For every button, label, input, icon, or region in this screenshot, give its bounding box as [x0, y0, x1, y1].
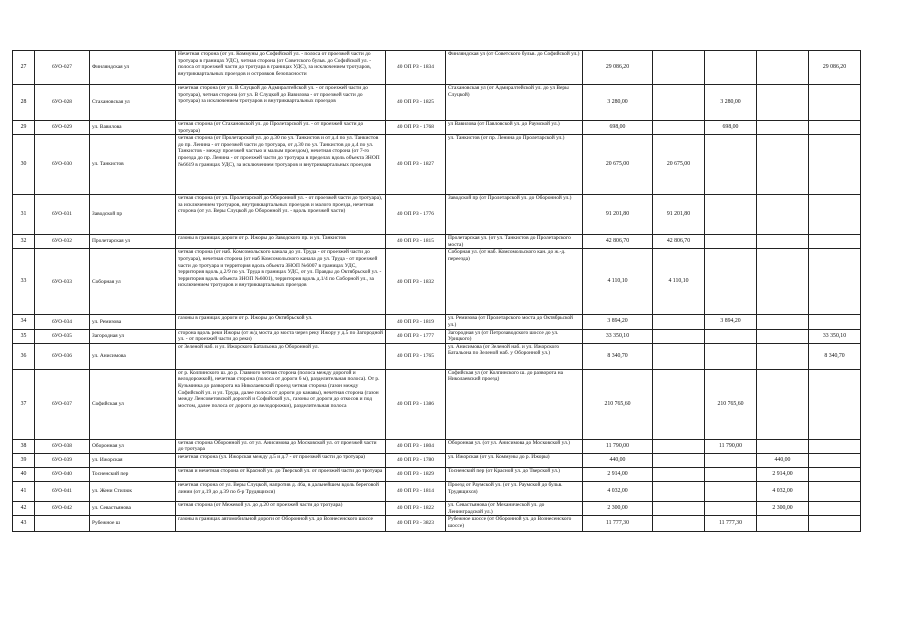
- zone-description: четная сторона (от Стахановской ул. до Пролетарской ул. - от проезжей части до тротуара): [176, 121, 386, 135]
- row-number: 28: [13, 85, 35, 121]
- object-code: 6УО-035: [35, 329, 90, 343]
- area-col-2: [705, 51, 757, 85]
- registry-number: 40 ОП РЗ - 1832: [386, 249, 446, 315]
- area-col-1: [653, 439, 705, 453]
- area-col-4: 33 350,10: [809, 329, 861, 343]
- zone-description: газоны в границах дороги от р. Ижоры до Октябрьской ул.: [176, 315, 386, 329]
- registry-number: 40 ОП РЗ - 1834: [386, 51, 446, 85]
- row-number: 40: [13, 467, 35, 481]
- area-col-1: [653, 467, 705, 481]
- street-name: Софийская ул: [90, 369, 176, 439]
- row-number: 29: [13, 121, 35, 135]
- row-number: 27: [13, 51, 35, 85]
- registry-number: 40 ОП РЗ - 1814: [386, 481, 446, 501]
- object-code: 6УО-040: [35, 467, 90, 481]
- area-col-1: [653, 315, 705, 329]
- area-col-3: [757, 343, 809, 369]
- area-col-3: [757, 135, 809, 195]
- object-code: 6УО-037: [35, 369, 90, 439]
- table-row: [13, 481, 861, 501]
- area-col-1: [653, 481, 705, 501]
- area-total: 698,00: [583, 121, 653, 135]
- road-full-name: Пролетарская ул. (от ул. Танкистов до Пролетарского моста): [446, 235, 583, 249]
- object-code: 6УО-039: [35, 453, 90, 467]
- road-full-name: Финляндская ул (от Советского бульв. до Софийской ул.): [446, 51, 583, 85]
- area-total: 210 765,60: [583, 369, 653, 439]
- street-name: Соборная ул: [90, 249, 176, 315]
- registry-number: 40 ОП РЗ - 1386: [386, 369, 446, 439]
- area-total: 11 790,00: [583, 439, 653, 453]
- street-name: Рубежное ш: [90, 516, 176, 532]
- zone-description: четная сторона Оборонной ул. от ул. Анисимова до Московской ул. от проезжей части до тротуара: [176, 439, 386, 453]
- object-code: 6УО-031: [35, 195, 90, 235]
- zone-description: газоны в границах дороги от р. Ижоры до Заводского пр. и ул. Танкистов: [176, 235, 386, 249]
- area-col-2: [705, 249, 757, 315]
- zone-description: четная и нечетная сторона от Красной ул. до Тверской ул. от проезжей части до тротуара: [176, 467, 386, 481]
- object-code: [35, 516, 90, 532]
- row-number: 42: [13, 501, 35, 515]
- area-col-3: [757, 249, 809, 315]
- table-row: [13, 249, 861, 315]
- street-name: Тосненский пер: [90, 467, 176, 481]
- registry-number: 40 ОП РЗ - 1819: [386, 315, 446, 329]
- table-row: [13, 121, 861, 135]
- registry-number: 40 ОП РЗ - 1780: [386, 453, 446, 467]
- road-full-name: Тосненский пер (от Красной ул. до Тверской ул.): [446, 467, 583, 481]
- road-full-name: Загородная ул (от Петрозаводского шоссе до ул. Урицкого): [446, 329, 583, 343]
- zone-description: сторона вдоль реки Ижоры (от ж/д моста до моста через реку Ижору у д.5 по Загородной ул. - от проезжей части до реки): [176, 329, 386, 343]
- table-row: [13, 467, 861, 481]
- table-row: [13, 51, 861, 85]
- table-row: [13, 369, 861, 439]
- registry-number: 40 ОП РЗ - 1768: [386, 121, 446, 135]
- table-row: [13, 343, 861, 369]
- street-name: Загородная ул: [90, 329, 176, 343]
- road-full-name: ул. Ремизова (от Пролетарского моста до Октябрьской ул.): [446, 315, 583, 329]
- area-col-2: [705, 195, 757, 235]
- registry-number: 40 ОП РЗ - 1827: [386, 135, 446, 195]
- area-col-4: [809, 467, 861, 481]
- area-col-2: [705, 235, 757, 249]
- street-name: ул. Ремизова: [90, 315, 176, 329]
- area-col-2: 11 790,00: [705, 439, 757, 453]
- roads-table: [12, 50, 861, 532]
- area-col-3: [757, 85, 809, 121]
- street-name: ул. Танкистов: [90, 135, 176, 195]
- registry-number: 40 ОП РЗ - 1829: [386, 467, 446, 481]
- row-number: 33: [13, 249, 35, 315]
- area-col-2: [705, 501, 757, 515]
- area-col-4: [809, 195, 861, 235]
- street-name: Пролетарская ул: [90, 235, 176, 249]
- area-col-4: [809, 453, 861, 467]
- zone-description: четная сторона (от Межевой ул. до д.20 от проезжей части до тротуара): [176, 501, 386, 515]
- area-col-4: [809, 481, 861, 501]
- road-full-name: Рубежное шоссе (от Оборонной ул. до Вознесенского шоссе): [446, 516, 583, 532]
- area-col-3: 440,00: [757, 453, 809, 467]
- area-col-1: 91 201,80: [653, 195, 705, 235]
- area-col-1: [653, 501, 705, 515]
- area-col-4: [809, 121, 861, 135]
- table-row: [13, 315, 861, 329]
- area-col-1: [653, 369, 705, 439]
- area-col-4: 8 340,70: [809, 343, 861, 369]
- row-number: 31: [13, 195, 35, 235]
- street-name: ул. Вавилова: [90, 121, 176, 135]
- area-col-4: 29 086,20: [809, 51, 861, 85]
- street-name: ул. Севастьянова: [90, 501, 176, 515]
- area-col-4: [809, 315, 861, 329]
- registry-number: 40 ОП РЗ - 1815: [386, 235, 446, 249]
- table-row: [13, 439, 861, 453]
- area-col-4: [809, 501, 861, 515]
- table-row: [13, 453, 861, 467]
- area-col-4: [809, 516, 861, 532]
- area-col-1: [653, 51, 705, 85]
- area-col-1: [653, 453, 705, 467]
- area-total: 20 675,00: [583, 135, 653, 195]
- area-col-1: [653, 85, 705, 121]
- row-number: 34: [13, 315, 35, 329]
- area-total: 4 110,10: [583, 249, 653, 315]
- registry-number: 40 ОП РЗ - 1822: [386, 501, 446, 515]
- road-full-name: ул. Анисимова (от Зеленой наб. и ул. Ижорского Батальона по Зеленой наб. у Оборонной ул.): [446, 343, 583, 369]
- area-col-2: 3 280,00: [705, 85, 757, 121]
- area-col-2: 210 765,60: [705, 369, 757, 439]
- street-name: ул. Ижорская: [90, 453, 176, 467]
- registry-number: 40 ОП РЗ - 1765: [386, 343, 446, 369]
- road-full-name: ул Вавилова (от Павловской ул. до Раумской ул.): [446, 121, 583, 135]
- street-name: Заводской пр: [90, 195, 176, 235]
- table-row: [13, 501, 861, 515]
- street-name: Стахановская ул: [90, 85, 176, 121]
- object-code: 6УО-032: [35, 235, 90, 249]
- row-number: 37: [13, 369, 35, 439]
- object-code: 6УО-036: [35, 343, 90, 369]
- row-number: 41: [13, 481, 35, 501]
- table-row: [13, 235, 861, 249]
- object-code: 6УО-033: [35, 249, 90, 315]
- table-row: [13, 85, 861, 121]
- area-col-1: 20 675,00: [653, 135, 705, 195]
- area-col-3: 4 032,00: [757, 481, 809, 501]
- area-total: 8 340,70: [583, 343, 653, 369]
- area-total: 2 914,00: [583, 467, 653, 481]
- row-number: 43: [13, 516, 35, 532]
- area-total: 440,00: [583, 453, 653, 467]
- zone-description: четная сторона (от ул. Пролетарской до Оборонной ул. - от проезжей части до тротуара), за исключением тротуаров, внутриквартальных проездов и малого проезда, нечетная сторона (от ул. Веры Слуцкой до Оборонной ул. - вдоль проезжей части): [176, 195, 386, 235]
- area-col-2: 3 894,20: [705, 315, 757, 329]
- area-total: 3 280,00: [583, 85, 653, 121]
- area-col-3: [757, 439, 809, 453]
- area-total: 29 086,20: [583, 51, 653, 85]
- object-code: 6УО-034: [35, 315, 90, 329]
- zone-description: от Зеленой наб. и ул. Ижорского Батальона до Оборонной ул.: [176, 343, 386, 369]
- area-col-1: [653, 343, 705, 369]
- object-code: 6УО-038: [35, 439, 90, 453]
- street-name: ул. Анисимова: [90, 343, 176, 369]
- object-code: 6УО-028: [35, 85, 90, 121]
- road-full-name: ул. Танкистов (от пр. Ленина до Пролетарской ул.): [446, 135, 583, 195]
- document-sheet: [12, 50, 861, 532]
- area-col-2: [705, 453, 757, 467]
- area-col-3: 2 914,00: [757, 467, 809, 481]
- area-col-3: [757, 329, 809, 343]
- table-row: [13, 195, 861, 235]
- row-number: 36: [13, 343, 35, 369]
- object-code: 6УО-030: [35, 135, 90, 195]
- object-code: 6УО-041: [35, 481, 90, 501]
- area-col-2: [705, 329, 757, 343]
- area-col-2: 11 777,30: [705, 516, 757, 532]
- object-code: 6УО-027: [35, 51, 90, 85]
- row-number: 35: [13, 329, 35, 343]
- area-col-3: [757, 315, 809, 329]
- area-col-1: 4 110,10: [653, 249, 705, 315]
- area-col-1: [653, 329, 705, 343]
- registry-number: 40 ОП РЗ - 1825: [386, 85, 446, 121]
- row-number: 38: [13, 439, 35, 453]
- table-row: [13, 329, 861, 343]
- row-number: 30: [13, 135, 35, 195]
- area-total: 4 032,00: [583, 481, 653, 501]
- road-full-name: Софийская ул (от Колпинского ш. до разворота на Николаевский проезд): [446, 369, 583, 439]
- road-full-name: Оборонная ул. (от ул. Анисимова до Московской ул.): [446, 439, 583, 453]
- area-col-3: [757, 235, 809, 249]
- zone-description: нечетная сторона от ул. Веры Слуцкой, напротив д. 46а, в дальнейшем вдоль береговой линии (от д.19 до д.39 по б-р Трудящихся): [176, 481, 386, 501]
- area-col-2: [705, 135, 757, 195]
- street-name: ул. Жени Стилюк: [90, 481, 176, 501]
- registry-number: 40 ОП РЗ - 3823: [386, 516, 446, 532]
- road-full-name: ул. Севастьянова (от Механической ул. до Ленинградской ул.): [446, 501, 583, 515]
- area-col-4: [809, 439, 861, 453]
- area-col-1: 42 806,70: [653, 235, 705, 249]
- area-col-1: [653, 121, 705, 135]
- area-col-3: [757, 121, 809, 135]
- row-number: 39: [13, 453, 35, 467]
- registry-number: 40 ОП РЗ - 1776: [386, 195, 446, 235]
- road-full-name: ул. Ижорская (от ул. Коммуны до р. Ижоры): [446, 453, 583, 467]
- street-name: Оборонная ул: [90, 439, 176, 453]
- area-col-3: [757, 195, 809, 235]
- area-col-3: [757, 51, 809, 85]
- area-col-4: [809, 135, 861, 195]
- area-total: 42 806,70: [583, 235, 653, 249]
- table-row: [13, 516, 861, 532]
- area-total: 3 894,20: [583, 315, 653, 329]
- object-code: 6УО-029: [35, 121, 90, 135]
- road-full-name: Соборная ул. (от наб. Комсомольского кан. до ж.-д. переезда): [446, 249, 583, 315]
- road-full-name: Проезд от Раумской ул. (от ул. Раумской до бульв. Трудящихся): [446, 481, 583, 501]
- area-col-2: 698,00: [705, 121, 757, 135]
- area-col-3: 2 300,00: [757, 501, 809, 515]
- area-col-2: [705, 343, 757, 369]
- zone-description: четная сторона (от наб. Комсомольского канала до ул. Труда - от проезжей части до тротуара), нечетная сторона (от наб Комсомольского канала до ул. Труда - от проезжей части до тротуара и территория вдоль объекта ЗНОП №6007 в границах УДС, территория вдоль д.2/9 по ул. Труда в границах УДС, от ул. Правды до Октябрьской ул. - территория вдоль объекта ЗНОП №6001), территория вдоль д.1/4 по Соборной ул., за исключением тротуаров и внутриквартальных проездов: [176, 249, 386, 315]
- area-col-4: [809, 249, 861, 315]
- zone-description: Нечетная сторона (от ул. Коммуны до Софийской ул. - полоса от проезжей части до тротуара в границах УДС), четная сторона (от Советского бульв. до Софийской ул. - полоса от проезжей части до тротуара в границах УДС), за исключением тротуаров, внутриквартальных проездов и островков безопасности: [176, 51, 386, 85]
- registry-number: 40 ОП РЗ - 1804: [386, 439, 446, 453]
- table-row: [13, 135, 861, 195]
- zone-description: газоны в границах автомобильной дороги от Оборонной ул. до Вознесенского шоссе: [176, 516, 386, 532]
- street-name: Финляндская ул: [90, 51, 176, 85]
- zone-description: от р. Колпинского ш. до р. Главного четная сторона (полоса между дорогой и велодорожкой), нечетная сторона (полоса от дороги 6 м), разделительная полоса). От р. Кузьминка до разворота на Николаевский проезд четная сторона (газон между Софийской ул. и ул. Труда, далее полоса от дороги до канавы), нечетная сторона (газон между Ленсоветовской дорогой и Софийской ул., газоны от дороги до откосов и под мостом, далее полоса от дороги до велодорожки), разделительная полоса: [176, 369, 386, 439]
- row-number: 32: [13, 235, 35, 249]
- road-full-name: Стахановская ул (от Адмиралтейской ул. до ул Веры Слуцкой): [446, 85, 583, 121]
- area-col-3: [757, 516, 809, 532]
- road-full-name: Заводской пр (от Пролетарской ул. до Оборонной ул.): [446, 195, 583, 235]
- area-col-2: [705, 481, 757, 501]
- area-col-4: [809, 369, 861, 439]
- zone-description: четная сторона (от Пролетарской ул. до д.30 по ул. Танкистов и от д.4 по ул. Танкистов до пр. Ленина - от проезжей части до тротуара, от д.30 по ул. Танкистов до д.4 по ул. Танкистов - между проезжей частью и малым проездом), нечетная сторона (от 7-го проезда до пр. Ленина - от проезжей части до тротуара в пределах вдоль объекта ЗНОП №6619 в границах УДС), за исключением тротуаров и внутриквартальных проездов: [176, 135, 386, 195]
- area-col-3: [757, 369, 809, 439]
- area-total: 33 350,10: [583, 329, 653, 343]
- zone-description: нечетная сторона (ул. Ижорская между д.5 и д.7 - от проезжей части до тротуара): [176, 453, 386, 467]
- area-total: 11 777,30: [583, 516, 653, 532]
- zone-description: нечетная сторона (от ул. В Слуцкой до Адмиралтейской ул. - от проезжей части до тротуара), четная сторона (от ул. В Слуцкой до Вавилова - от проезжей части до тротуара) за исключением тротуаров и внутриквартальных проездов: [176, 85, 386, 121]
- object-code: 6УО-042: [35, 501, 90, 515]
- area-col-4: [809, 235, 861, 249]
- area-col-1: [653, 516, 705, 532]
- area-total: 2 300,00: [583, 501, 653, 515]
- area-total: 91 201,80: [583, 195, 653, 235]
- area-col-2: [705, 467, 757, 481]
- registry-number: 40 ОП РЗ - 1777: [386, 329, 446, 343]
- area-col-4: [809, 85, 861, 121]
